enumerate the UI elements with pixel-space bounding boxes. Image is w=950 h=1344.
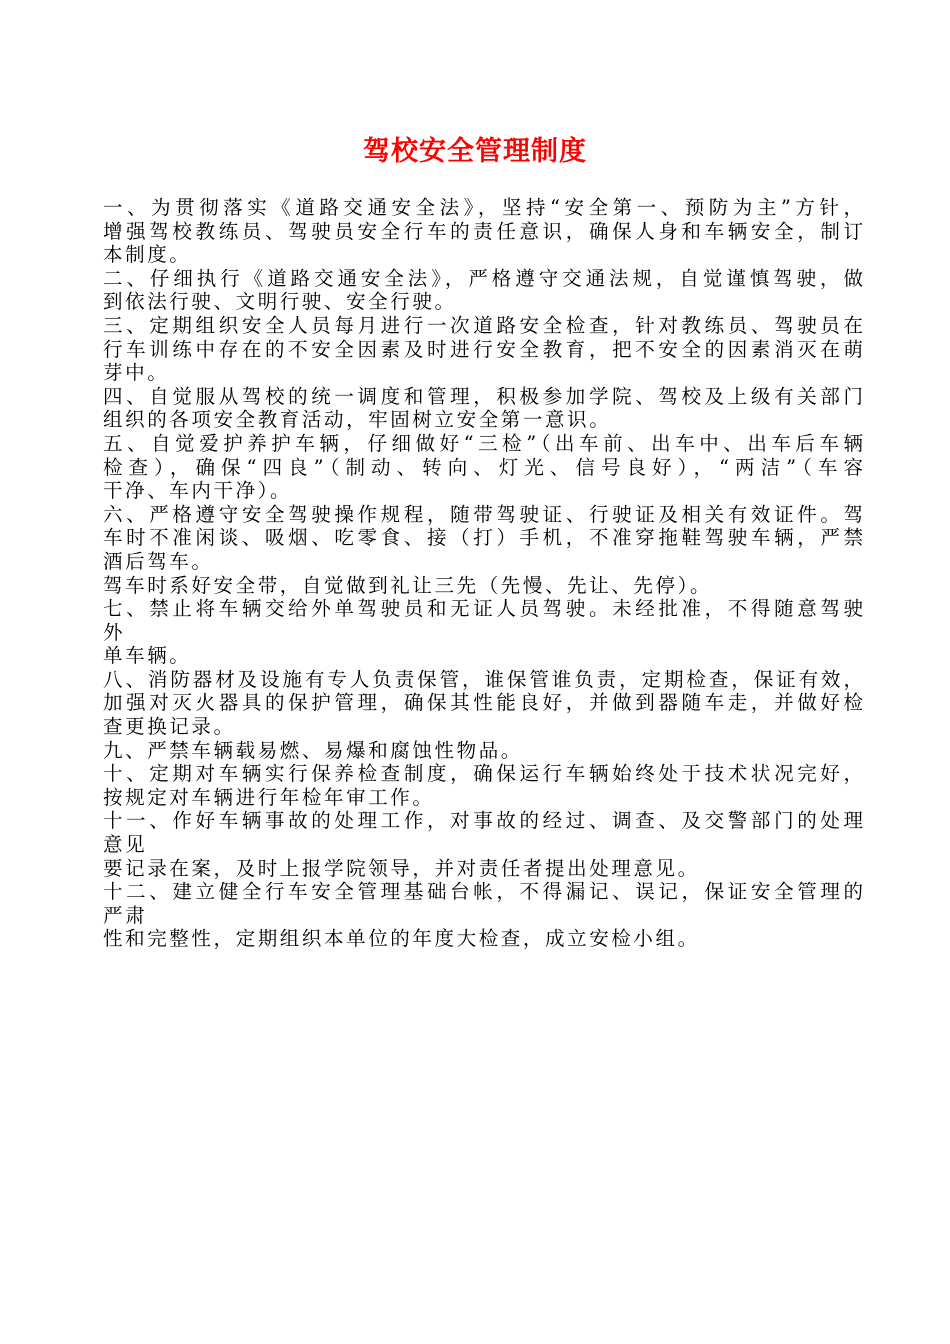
body-line: 增强驾校教练员、驾驶员安全行车的责任意识，确保人身和车辆安全，制订 — [103, 219, 863, 243]
body-line: 干净、车内干净）。 — [103, 479, 293, 503]
body-line: 意见 — [103, 833, 148, 857]
body-line: 本制度。 — [103, 243, 192, 267]
body-line: 检查），确保“四良”（制动、转向、灯光、信号良好），“两洁”（车容 — [103, 455, 863, 479]
body-line: 严肃 — [103, 903, 148, 927]
document-title: 驾校安全管理制度 — [363, 136, 587, 167]
body-line: 性和完整性，定期组织本单位的年度大检查，成立安检小组。 — [103, 927, 700, 951]
body-line: 到依法行驶、文明行驶、安全行驶。 — [103, 290, 457, 314]
body-line: 外 — [103, 620, 126, 644]
body-line: 加强对灭火器具的保护管理，确保其性能良好，并做到器随车走，并做好检 — [103, 691, 863, 715]
body-line: 四、自觉服从驾校的统一调度和管理，积极参加学院、驾校及上级有关部门 — [103, 384, 863, 408]
body-line: 组织的各项安全教育活动，牢固树立安全第一意识。 — [103, 408, 612, 432]
body-line: 车时不准闲谈、吸烟、吃零食、接（打）手机，不准穿拖鞋驾驶车辆，严禁 — [103, 526, 863, 550]
body-line: 六、严格遵守安全驾驶操作规程，随带驾驶证、行驶证及相关有效证件。驾 — [103, 502, 863, 526]
body-line: 要记录在案，及时上报学院领导，并对责任者提出处理意见。 — [103, 856, 700, 880]
body-line: 单车辆。 — [103, 644, 192, 668]
body-line: 二、仔细执行《道路交通安全法》，严格遵守交通法规，自觉谨慎驾驶，做 — [103, 266, 863, 290]
body-line: 五、自觉爱护养护车辆，仔细做好“三检”（出车前、出车中、出车后车辆 — [103, 431, 863, 455]
body-line: 三、定期组织安全人员每月进行一次道路安全检查，针对教练员、驾驶员在 — [103, 313, 863, 337]
document-body — [103, 196, 863, 951]
body-line: 九、严禁车辆载易燃、易爆和腐蚀性物品。 — [103, 738, 523, 762]
body-line: 驾车时系好安全带，自觉做到礼让三先（先慢、先让、先停）。 — [103, 573, 713, 597]
body-line: 芽中。 — [103, 361, 170, 385]
body-line: 查更换记录。 — [103, 715, 236, 739]
body-line: 按规定对车辆进行年检年审工作。 — [103, 785, 435, 809]
body-line: 十二、建立健全行车安全管理基础台帐，不得漏记、误记，保证安全管理的 — [103, 880, 863, 904]
body-line: 一、为贯彻落实《道路交通安全法》，坚持“安全第一、预防为主”方针， — [103, 196, 863, 219]
body-line: 十一、作好车辆事故的处理工作，对事故的经过、调查、及交警部门的处理 — [103, 809, 863, 833]
body-line: 八、消防器材及设施有专人负责保管，谁保管谁负责，定期检查，保证有效， — [103, 667, 863, 691]
body-line: 酒后驾车。 — [103, 549, 214, 573]
body-line: 十、定期对车辆实行保养检查制度，确保运行车辆始终处于技术状况完好， — [103, 762, 863, 786]
body-line: 七、禁止将车辆交给外单驾驶员和无证人员驾驶。未经批准，不得随意驾驶 — [103, 597, 863, 621]
body-line: 行车训练中存在的不安全因素及时进行安全教育，把不安全的因素消灭在萌 — [103, 337, 863, 361]
